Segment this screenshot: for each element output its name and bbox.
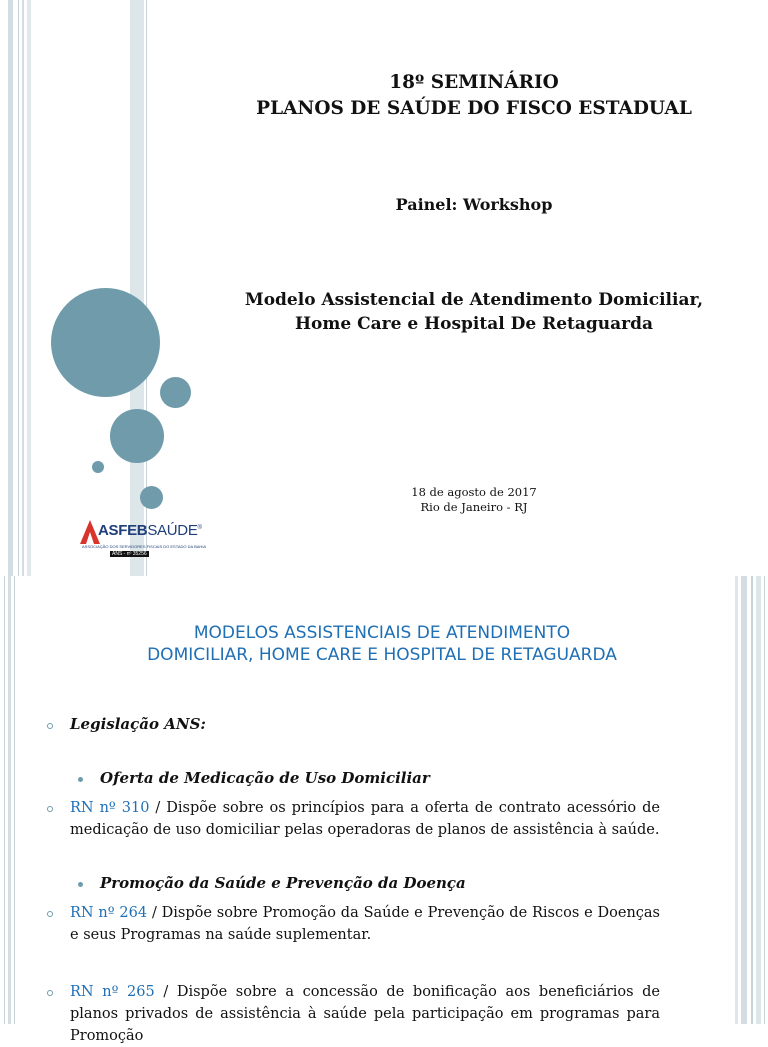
ring-bullet-icon [47,990,53,996]
event-location: Rio de Janeiro - RJ [420,500,528,514]
ring-bullet-icon [47,723,53,729]
decorative-circle-large [51,288,160,397]
content-slide [0,576,768,1044]
ring-bullet-icon [47,911,53,917]
right-stripe [764,576,765,1024]
left-stripe [4,576,5,1024]
right-stripe [741,576,747,1024]
legislacao-label: Legislação ANS: [70,715,206,733]
rn264-item [70,902,660,946]
left-stripe [8,0,13,576]
seminar-title-line2: PLANOS DE SAÚDE DO FISCO ESTADUAL [256,98,692,119]
section-promocao: Promoção da Saúde e Prevenção da Doença [100,874,466,892]
event-info [180,485,768,515]
topic-title [180,288,768,336]
dot-bullet-icon [78,882,83,887]
logo-ans-badge: ANS - nº 35256 [112,551,147,557]
event-date: 18 de agosto de 2017 [411,485,537,499]
slide-heading-line1: MODELOS ASSISTENCIAIS DE ATENDIMENTO [193,623,571,643]
decorative-circle [160,377,191,408]
slide-heading-line2: DOMICILIAR, HOME CARE E HOSPITAL DE RETAGUARDA [147,645,617,665]
decorative-circle [140,486,163,509]
seminar-title-line1: 18º SEMINÁRIO [389,72,559,93]
rn264-text: / Dispõe sobre Promoção da Saúde e Prevenção de Riscos e Doenças e seus Programas na saúde suplementar. [70,905,661,943]
topic-title-line1: Modelo Assistencial de Atendimento Domiciliar, [244,290,704,310]
left-stripe [22,0,24,576]
decorative-circle [110,409,164,463]
ring-bullet-icon [47,806,53,812]
rn265-text: / Dispõe sobre a concessão de bonificação aos beneficiários de planos privados de assistência à saúde pela participação em programas para Promoção [70,984,661,1044]
left-stripe [18,0,19,576]
rn310-text: / Dispõe sobre os princípios para a oferta de contrato acessório de medicação de uso domiciliar pelas operadoras de planos de assistência à saúde. [70,800,661,838]
rn265-code: RN nº 265 [70,984,155,1000]
panel-label: Painel: Workshop [395,195,553,214]
decorative-circle [92,461,104,473]
left-stripe [27,0,31,576]
logo-subtitle: ASSOCIAÇÃO DOS SERVIDORES FISCAIS DO ESTADO DA BAHIA [82,544,207,549]
right-stripe [751,576,753,1024]
left-stripe [8,576,11,1024]
seminar-title [180,70,768,122]
rn310-item [70,797,660,841]
right-stripe [735,576,738,1024]
rn264-code: RN nº 264 [70,905,148,921]
dot-bullet-icon [78,777,83,782]
topic-title-line2: Home Care e Hospital De Retaguarda [294,314,654,334]
logo-wordmark: ASFEBSAÚDE® [98,522,202,539]
asfeb-logo [80,520,207,560]
right-stripe [756,576,761,1024]
rn265-item [70,981,660,1047]
slide-heading [30,622,734,666]
logo-a-icon [80,520,100,544]
left-stripe [14,576,15,1024]
rn310-code: RN nº 310 [70,800,150,816]
section-medicacao: Oferta de Medicação de Uso Domiciliar [100,769,430,787]
